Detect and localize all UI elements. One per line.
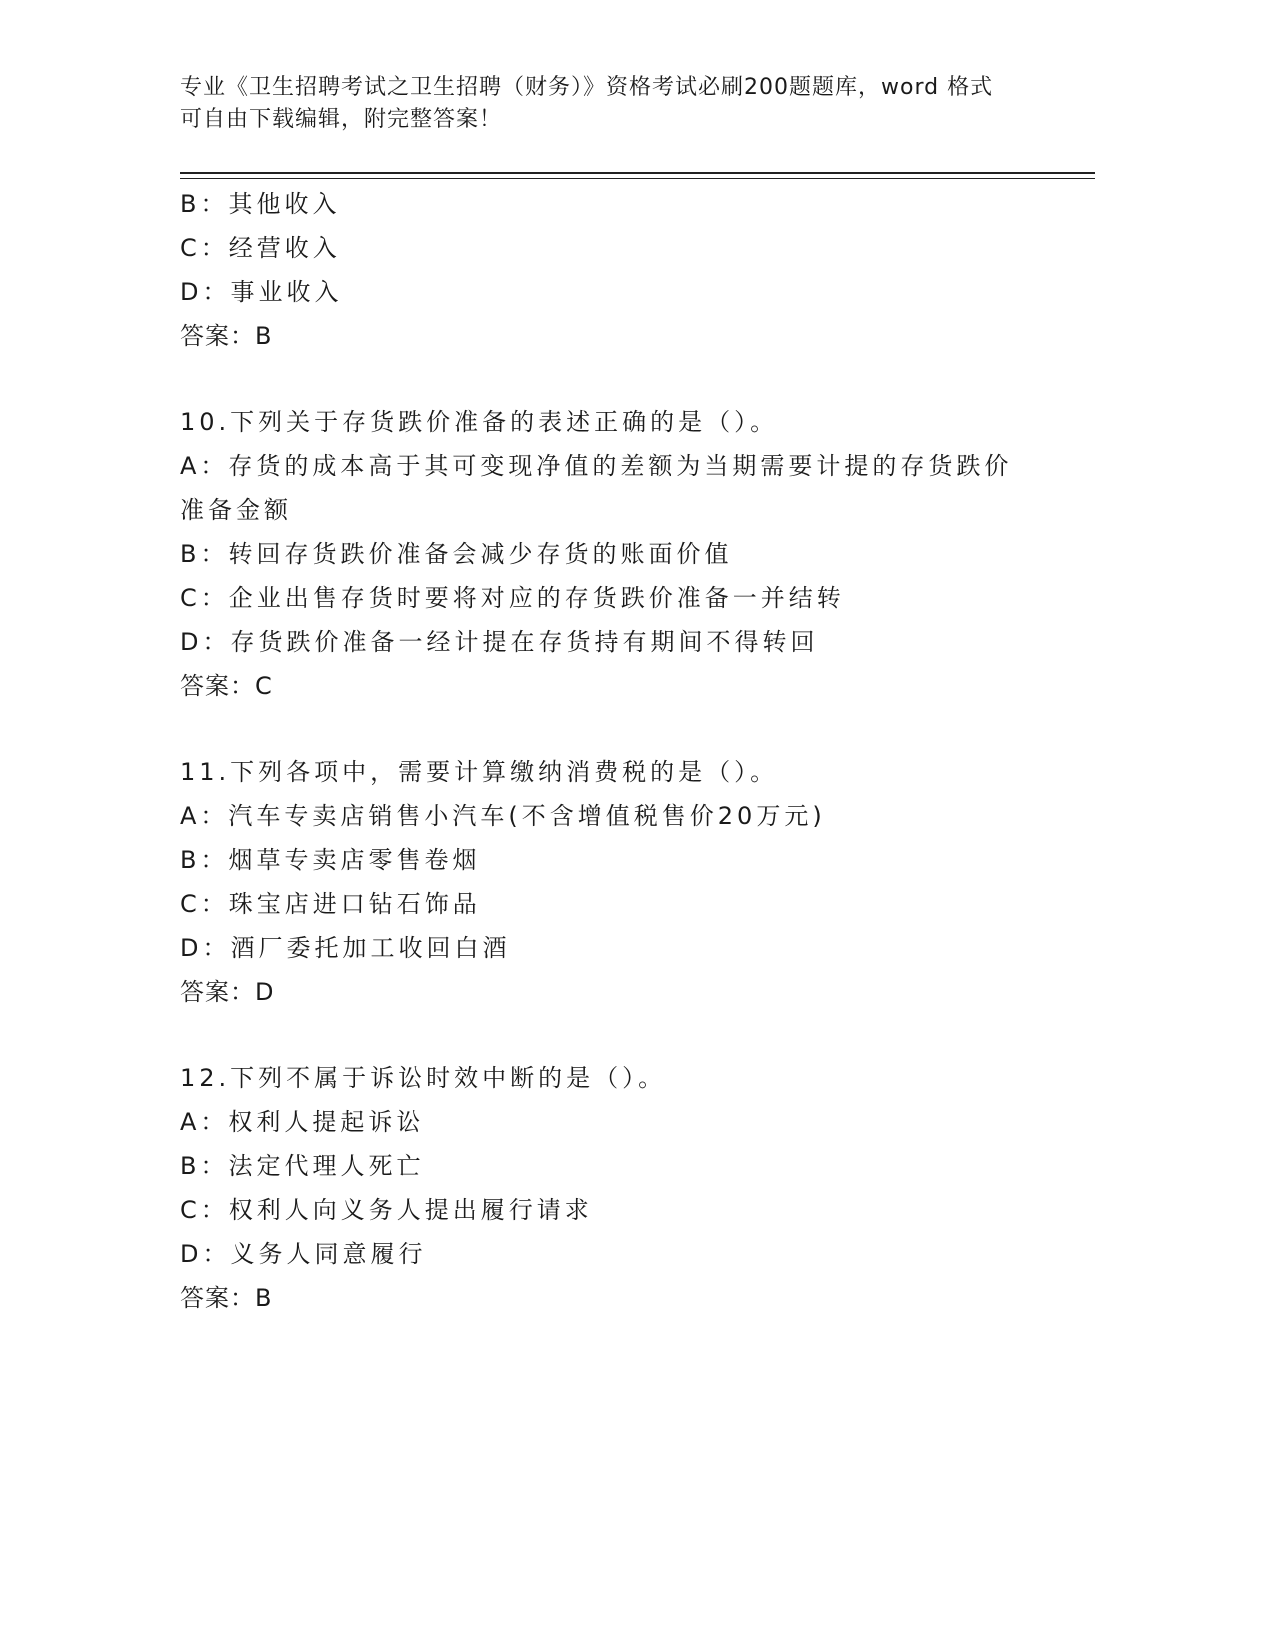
continued-question xyxy=(180,182,1060,358)
option-d: D：存货跌价准备一经计提在存货持有期间不得转回 xyxy=(180,628,819,656)
answer-line: 答案：C xyxy=(180,672,273,700)
answer-line: 答案：B xyxy=(180,1284,273,1312)
header-line-2: 可自由下载编辑，附完整答案！ xyxy=(180,107,503,132)
question-stem: 10.下列关于存货跌价准备的表述正确的是（）。 xyxy=(180,408,779,436)
document-header xyxy=(180,72,1080,136)
option-c: C：经营收入 xyxy=(180,234,341,262)
question-12 xyxy=(180,1056,1060,1320)
option-b: B：转回存货跌价准备会减少存货的账面价值 xyxy=(180,540,733,568)
option-c: C：企业出售存货时要将对应的存货跌价准备一并结转 xyxy=(180,584,845,612)
option-c: C：权利人向义务人提出履行请求 xyxy=(180,1196,593,1224)
option-d: D：义务人同意履行 xyxy=(180,1240,427,1268)
option-a: A：存货的成本高于其可变现净值的差额为当期需要计提的存货跌价准备金额 xyxy=(180,452,1013,524)
option-a: A：汽车专卖店销售小汽车(不含增值税售价20万元) xyxy=(180,802,826,830)
question-stem: 11.下列各项中，需要计算缴纳消费税的是（）。 xyxy=(180,758,779,786)
header-divider-thin xyxy=(180,178,1095,179)
option-a: A：权利人提起诉讼 xyxy=(180,1108,425,1136)
header-line-1: 专业《卫生招聘考试之卫生招聘（财务）》资格考试必刷200题题库，word 格式 xyxy=(180,75,994,100)
option-b: B：烟草专卖店零售卷烟 xyxy=(180,846,481,874)
option-b: B：其他收入 xyxy=(180,190,341,218)
question-11 xyxy=(180,750,1060,1014)
option-c: C：珠宝店进口钻石饰品 xyxy=(180,890,481,918)
question-stem: 12.下列不属于诉讼时效中断的是（）。 xyxy=(180,1064,667,1092)
answer-line: 答案：B xyxy=(180,322,273,350)
header-divider-thick xyxy=(180,172,1095,174)
option-d: D：酒厂委托加工收回白酒 xyxy=(180,934,511,962)
question-10 xyxy=(180,400,1060,708)
option-d: D：事业收入 xyxy=(180,278,343,306)
question-content xyxy=(180,182,1060,1320)
answer-line: 答案：D xyxy=(180,978,275,1006)
option-b: B：法定代理人死亡 xyxy=(180,1152,425,1180)
